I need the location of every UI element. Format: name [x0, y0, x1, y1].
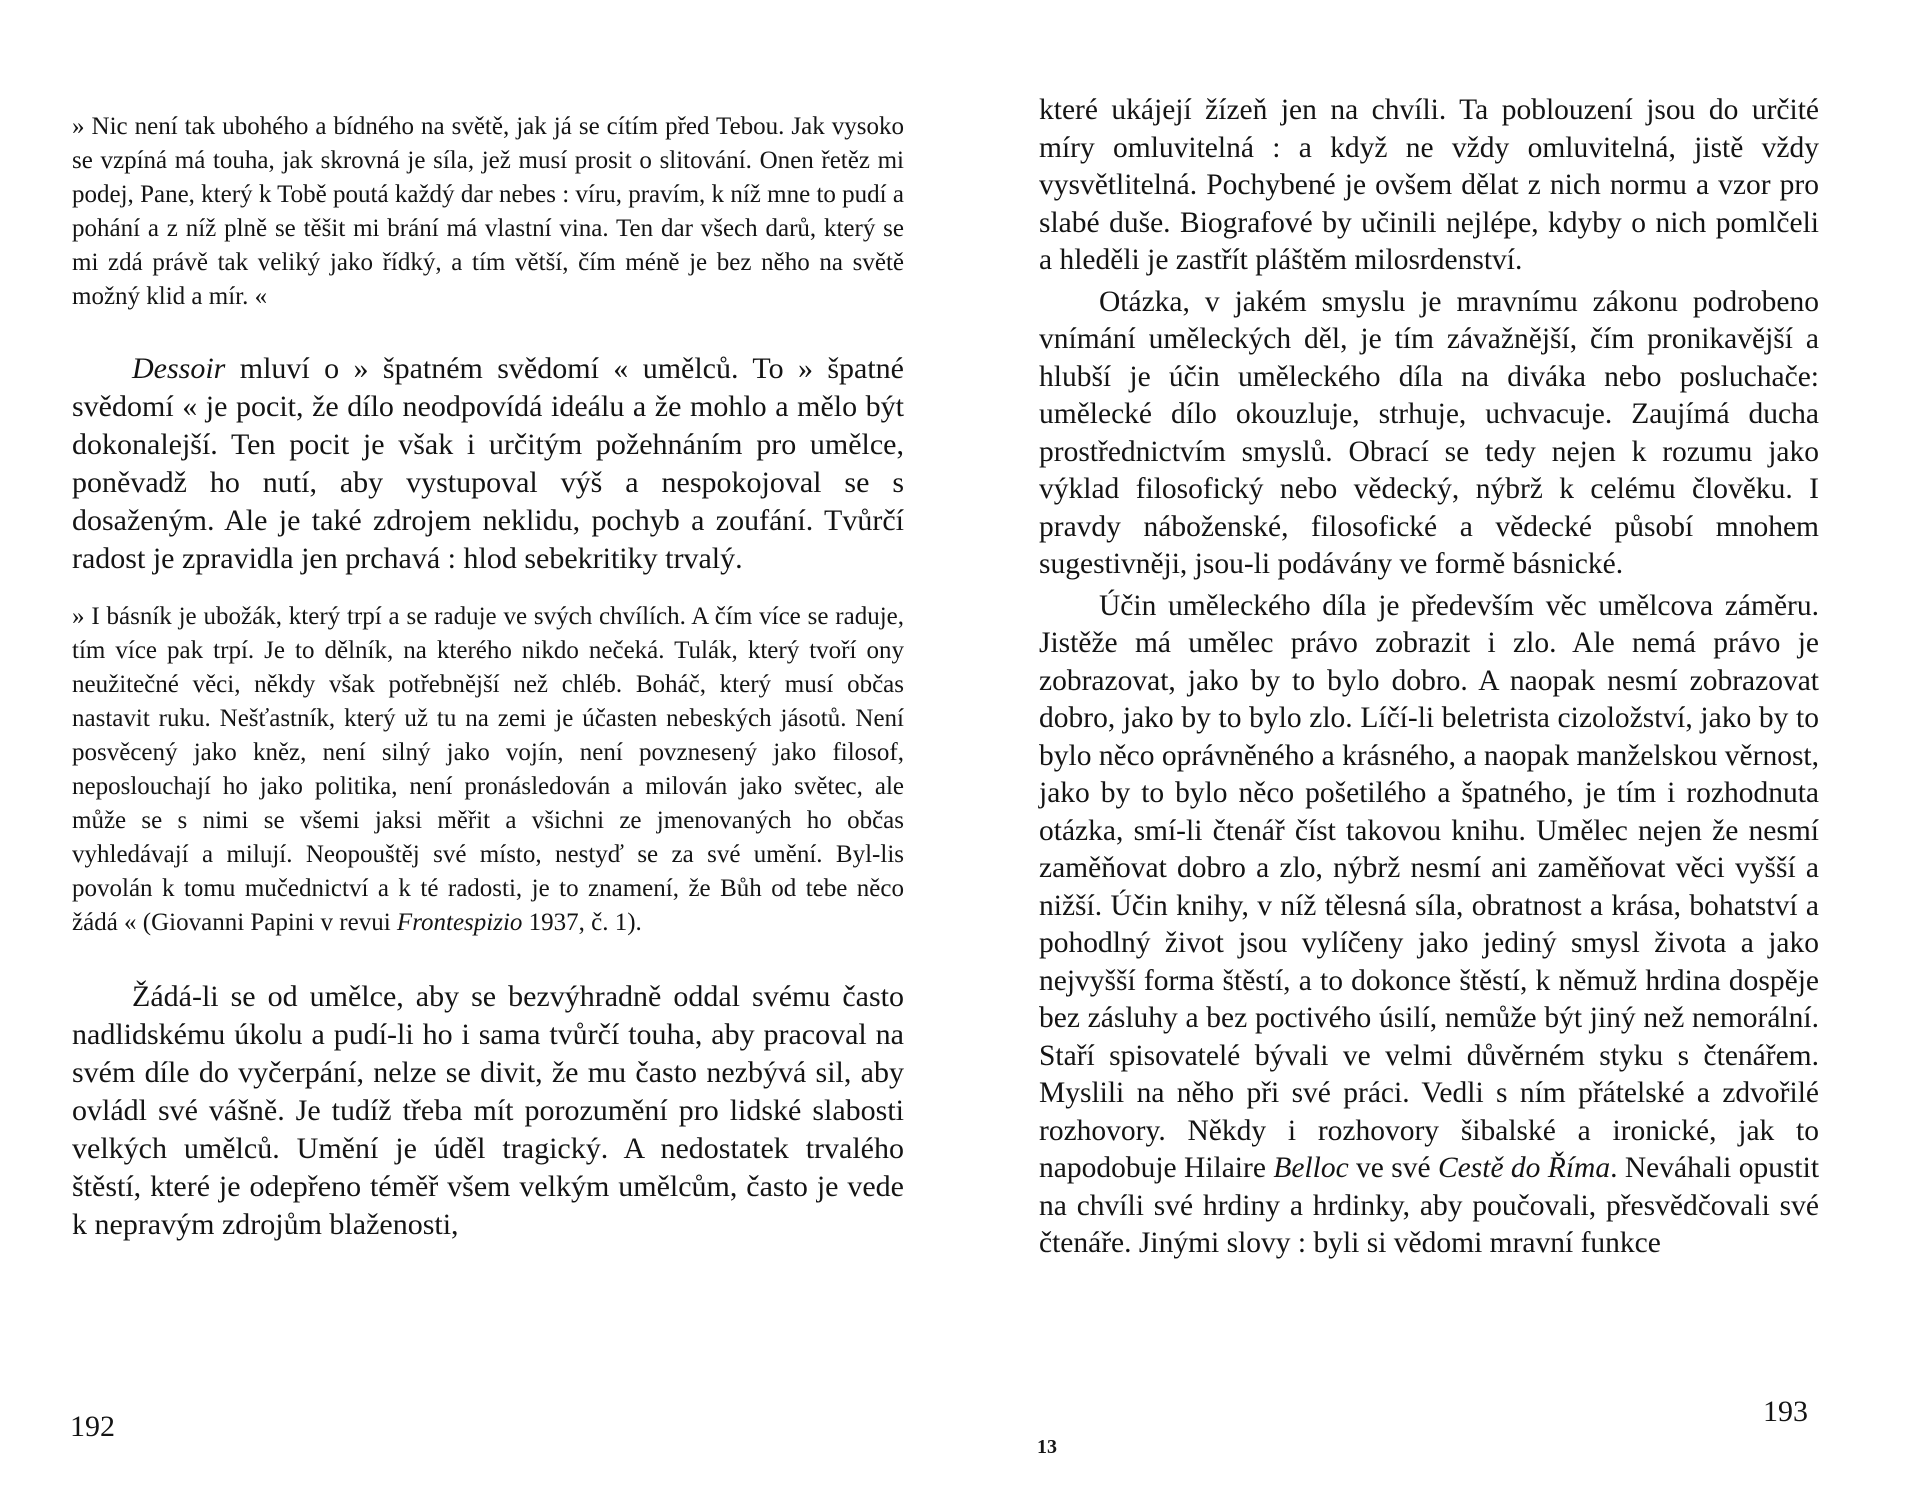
dessoir-name: Dessoir	[132, 352, 226, 385]
papini-quote-text: » I básník je ubožák, který trpí a se raduje ve svých chvílích. A čím více se raduje, tím více pak trpí. Je to dělník, na kterého nikdo nečeká. Tulák, který tvoří ony neužitečné věci, někdy však potřebnější než chléb. Boháč, který musí občas nastavit ruku. Nešťastník, který už tu na zemi je účasten nebeských jásotů. Není posvěcený jako kněz, není silný jako vojín, není povznesený jako filosof, neposlouchají ho jako politika, není pronásledován a milován jako světec, ale může se s nimi se všemi jaksi měřit a všichni ze jmenovaných ho občas vyhledávají a milují. Neopouštěj své místo, nestyď se za své umění. Byl-lis povolán k tomu mučednictví a k té radosti, je to znamení, že Bůh od tebe něco žádá « (Giovanni Papini v revui	[72, 603, 904, 936]
journal-name: Frontespizio	[396, 909, 523, 936]
artwork-effect-paragraph	[1039, 588, 1819, 1263]
right-page	[959, 0, 1918, 1500]
artwork-effect-end: . Neváhali opustit na chvíli své hrdiny a hrdinky, aby poučovali, přesvědčovali své čtenáře. Jinými slovy : byli si vědomi mravní funkce	[1039, 1152, 1820, 1259]
right-text-column	[1039, 92, 1819, 1263]
artwork-effect-text: Účin uměleckého díla je především věc umělcova záměru. Jistěže má umělec právo zobrazit i zlo. Ale nemá právo je zobrazovat, jako by to bylo dobro. A naopak nesmí zobrazovat dobro, jako by to bylo zlo. Líčí-li beletrista cizoložství, jako by to bylo něco oprávněného a krásného, a naopak manželskou věrnost, jako by to bylo něco pošetilého a špatného, je tím i rozhodnuta otázka, smí-li čtenář číst takovou knihu. Umělec nejen že nesmí zaměňovat dobro a zlo, nýbrž nesmí ani zaměňovat věci vyšší a nižší. Účin knihy, v níž tělesná síla, obratnost a krása, bohatství a pohodlný život jsou vylíčeny jako jediný smysl života a jako nejvyšší forma štěstí, a to dokonce štěstí, k němuž hrdina dospěje bez zásluhy a bez poctivého úsilí, nemůže být jiný než nemorální. Staří spisovatelé bývali ve velmi důvěrném styku s čtenářem. Myslili na něho při své práci. Vedli s ním přátelské a zdvořilé rozhovory. Někdy i rozhovory šibalské a ironické, jak to napodobuje Hilaire	[1039, 589, 1819, 1184]
quote-paragraph-2	[72, 600, 904, 940]
dessoir-paragraph	[72, 350, 904, 578]
quote-paragraph-1: » Nic není tak ubohého a bídného na světě, jak já se cítím před Tebou. Jak vysoko se vzpíná má touha, jak skrovná je síla, jež musí prosit o slitování. Onen řetěz mi podej, Pane, který k Tobě poutá každý dar nebes : víru, pravím, k níž mne to pudí a pohání a z níž plně se těšit mi brání má vlastní vina. Ten dar všech darů, který se mi zdá právě tak veliký jako řídký, a tím větší, čím méně je bez něho na světě možný klid a mír. «	[72, 113, 904, 310]
artist-demands-paragraph: Žádá-li se od umělce, aby se bezvýhradně oddal svému často nadlidskému úkolu a pudí-li ho i sama tvůrčí touha, aby pracoval na svém díle do vyčerpání, nelze se divit, že mu často nezbývá sil, aby ovládl své vášně. Je tudíž třeba mít porozumění pro lidské slabosti velkých umělců. Umění je úděl tragický. A nedostatek trvalého štěstí, které je odepřeno téměř všem velkým umělcům, často je vede k nepravým zdrojům blaženosti,	[72, 980, 904, 1241]
book-title: Cestě do Říma	[1438, 1152, 1611, 1184]
moral-law-paragraph: Otázka, v jakém smyslu je mravnímu zákonu podrobeno vnímání uměleckých děl, je tím závažnější, čím pronikavější a hlubší je účin uměleckého díla na diváka nebo posluchače: umělecké dílo okouzluje, strhuje, uchvacuje. Zaujímá ducha prostřednictvím smyslů. Obrací se tedy nejen k rozumu jako výklad filosofický nebo vědecký, nýbrž k celému člověku. I pravdy náboženské, filosofické a vědecké působí mnohem sugestivněji, jsou-li podávány ve formě básnické.	[1039, 285, 1819, 580]
papini-quote-end: 1937, č. 1).	[522, 909, 642, 936]
artwork-effect-mid: ve své	[1348, 1152, 1438, 1184]
author-name: Belloc	[1273, 1152, 1349, 1184]
page-number-left: 192	[70, 1410, 115, 1443]
left-text-column	[72, 110, 904, 1244]
dessoir-text: mluví o » špatném svědomí « umělců. To » špatné svědomí « je pocit, že dílo neodpovídá ideálu a že mohlo a mělo být dokonalejší. Ten pocit je však i určitým požehnáním pro umělce, poněvadž ho nutí, aby vystupoval výš a nespokojoval se s dosaženým. Ale je také zdrojem neklidu, pochyb a zoufání. Tvůrčí radost je zpravidla jen prchavá : hlod sebekritiky trvalý.	[72, 352, 904, 575]
signature-mark: 13	[1037, 1436, 1057, 1458]
page-number-right: 193	[1763, 1395, 1808, 1428]
continuation-paragraph: které ukájejí žízeň jen na chvíli. Ta poblouzení jsou do určité míry omluvitelná : a když ne vždy omluvitelná, jistě vždy vysvětlitelná. Pochybené je ovšem dělat z nich normu a vzor pro slabé duše. Biografové by učinili nejlépe, kdyby o nich pomlčeli a hleděli je zastřít pláštěm milosrdenství.	[1039, 94, 1819, 276]
